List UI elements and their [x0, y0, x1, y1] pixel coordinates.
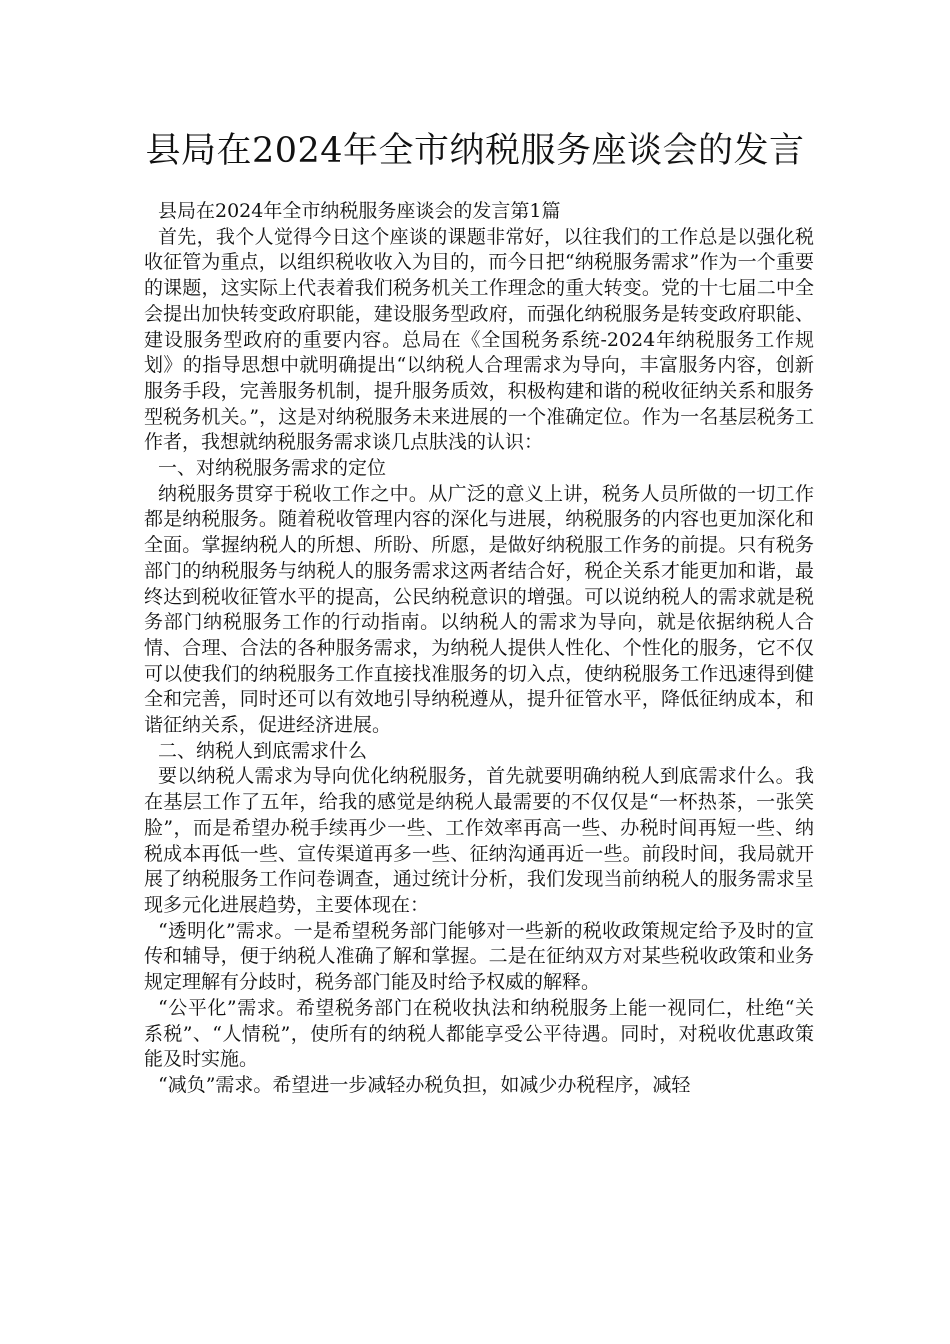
section-heading-1: 一、对纳税服务需求的定位 [158, 457, 387, 480]
section-subtitle: 县局在2024年全市纳税服务座谈会的发言第1篇 [158, 200, 561, 222]
document-body [144, 199, 814, 1099]
paragraph-transparency: “透明化”需求。一是希望税务部门能够对一些新的税收政策规定给予及时的宣传和辅导，便于纳税人准确了解和掌握。二是在征纳双方对某些税收政策和业务规定理解有分歧时，税务部门能及时给予权威的解释。 [144, 919, 814, 994]
paragraph-intro: 首先，我个人觉得今日这个座谈的课题非常好，以往我们的工作总是以强化税收征管为重点，以组织税收收入为目的，而今日把“纳税服务需求”作为一个重要的课题，这实际上代表着我们税务机关工作理念的重大转变。党的十七届二中全会提出加快转变政府职能，建设服务型政府，而强化纳税服务是转变政府职能、建设服务型政府的重要内容。总局在《全国税务系统-2024年纳税服务工作规划》的指导思想中就明确提出“以纳税人合理需求为导向，丰富服务内容，创新服务手段，完善服务机制，提升服务质效，积极构建和谐的税收征纳关系和服务型税务机关。”，这是对纳税服务未来进展的一个准确定位。作为一名基层税务工作者，我想就纳税服务需求谈几点肤浅的认识： [144, 225, 814, 454]
section-heading-2: 二、纳税人到底需求什么 [158, 739, 368, 762]
paragraph-burden-reduction: “减负”需求。希望进一步减轻办税负担，如减少办税程序，减轻 [158, 1073, 691, 1096]
paragraph-fairness: “公平化”需求。希望税务部门在税收执法和纳税服务上能一视同仁，杜绝“关系税”、“人情税”，使所有的纳税人都能享受公平待遇。同时，对税收优惠政策能及时实施。 [144, 996, 814, 1071]
paragraph-positioning: 纳税服务贯穿于税收工作之中。从广泛的意义上讲，税务人员所做的一切工作都是纳税服务。随着税收管理内容的深化与进展，纳税服务的内容也更加深化和全面。掌握纳税人的所想、所盼、所愿，是做好纳税服工作务的前提。只有税务部门的纳税服务与纳税人的服务需求这两者结合好，税企关系才能更加和谐，最终达到税收征管水平的提高，公民纳税意识的增强。可以说纳税人的需求就是税务部门纳税服务工作的行动指南。以纳税人的需求为导向，就是依据纳税人合情、合理、合法的各种服务需求，为纳税人提供人性化、个性化的服务，它不仅可以使我们的纳税服务工作直接找准服务的切入点，使纳税服务工作迅速得到健全和完善，同时还可以有效地引导纳税遵从，提升征管水平，降低征纳成本，和谐征纳关系，促进经济进展。 [144, 482, 814, 737]
document-title: 县局在2024年全市纳税服务座谈会的发言 [145, 131, 805, 171]
paragraph-needs: 要以纳税人需求为导向优化纳税服务，首先就要明确纳税人到底需求什么。我在基层工作了五年，给我的感觉是纳税人最需要的不仅仅是“一杯热茶，一张笑脸”，而是希望办税手续再少一些、工作效率再高一些、办税时间再短一些、纳税成本再低一些、宣传渠道再多一些、征纳沟通再近一些。前段时间，我局就开展了纳税服务工作问卷调查，通过统计分析，我们发现当前纳税人的服务需求呈现多元化进展趋势，主要体现在： [144, 765, 814, 916]
